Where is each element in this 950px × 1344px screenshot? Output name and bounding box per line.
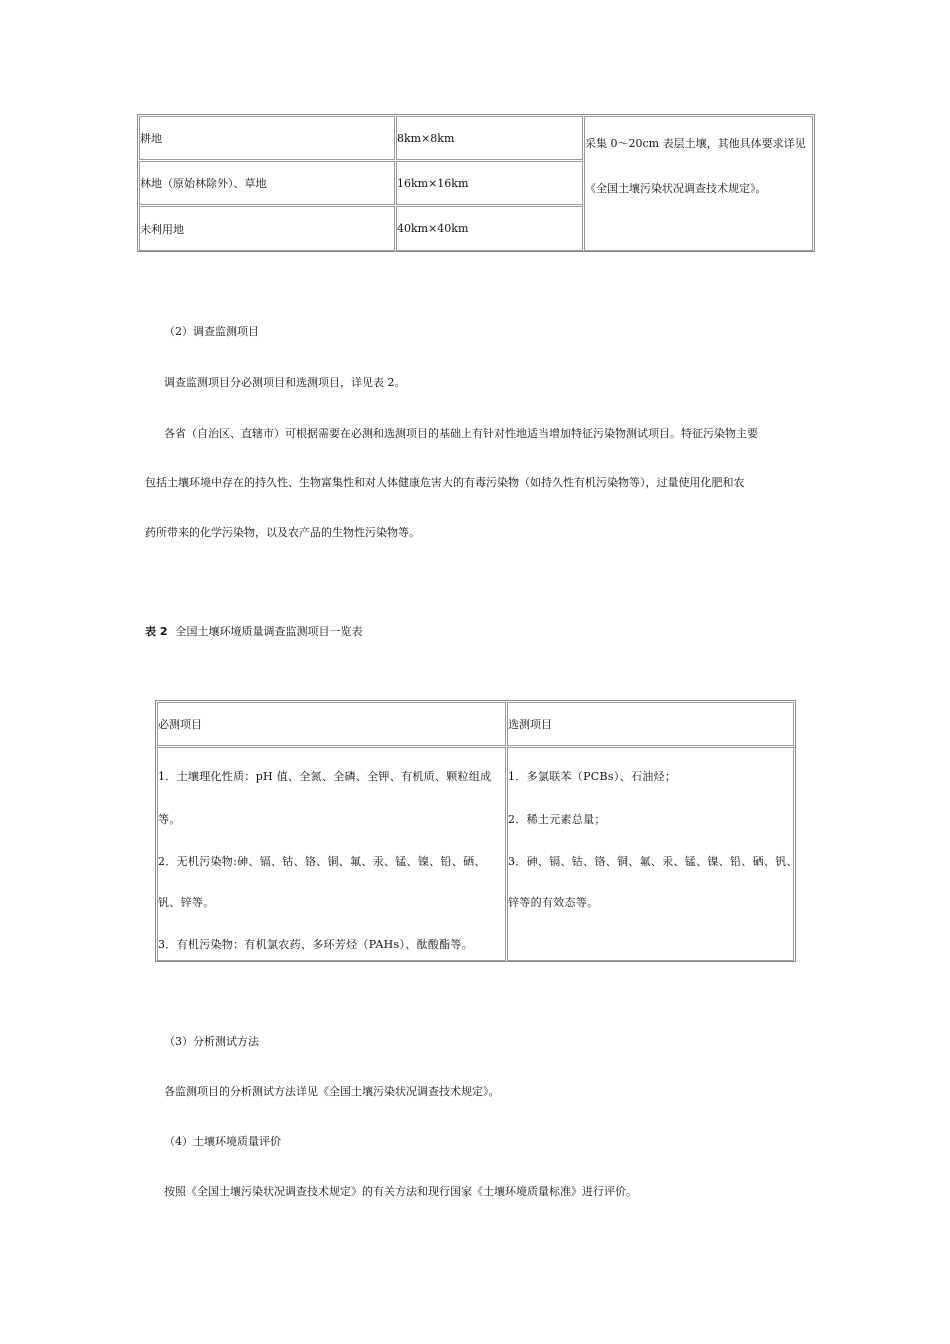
- section-heading: （2）调查监测项目: [164, 325, 259, 338]
- land-use-label: 耕地: [140, 132, 162, 145]
- required-items-cell: [157, 747, 506, 961]
- grid-size-value: 16km×16km: [397, 176, 469, 190]
- sampling-note-line: 采集 0～20cm 表层土壤，其他具体要求详见: [585, 137, 806, 150]
- land-use-label: 未利用地: [140, 222, 184, 236]
- sampling-grid-table: [137, 114, 815, 252]
- table-cell-grid-size: [396, 161, 583, 205]
- table-cell-grid-size: [396, 116, 583, 160]
- table-number: 表 2: [145, 625, 168, 638]
- grid-size-value: 40km×40km: [397, 222, 469, 235]
- header-label: 选测项目: [508, 718, 552, 731]
- paragraph-line: 各省（自治区、直辖市）可根据需要在必测和选测项目的基础上有针对性地适当增加特征污染物测试项目。特征污染物主要: [164, 427, 758, 440]
- land-use-label: 林地（原始林除外）、草地: [140, 177, 267, 190]
- paragraph-line: 药所带来的化学污染物，以及农产品的生物性污染物等。: [145, 526, 420, 539]
- table-title: 全国土壤环境质量调查监测项目一览表: [175, 625, 363, 638]
- header-label: 必测项目: [158, 718, 202, 731]
- optional-item-line: 3．砷、镉、钴、铬、铜、氟、汞、锰、镍、铅、硒、钒、: [508, 855, 798, 868]
- table-cell-land-use: [139, 206, 395, 251]
- table-caption: [145, 623, 362, 639]
- grid-size-value: 8km×8km: [397, 131, 455, 145]
- column-header-optional: [507, 702, 794, 746]
- paragraph: 各监测项目的分析测试方法详见《全国土壤污染状况调查技术规定》。: [164, 1085, 500, 1098]
- section-heading: （3）分析测试方法: [164, 1035, 259, 1048]
- monitoring-items-table: [155, 700, 796, 962]
- optional-items-cell: [507, 747, 798, 961]
- required-item-line: 3．有机污染物：有机氯农药、多环芳烃（PAHs）、酞酸酯等。: [158, 938, 474, 951]
- table-cell-land-use: [139, 161, 395, 205]
- column-header-required: [157, 702, 506, 746]
- section-heading: （4）土壤环境质量评价: [164, 1135, 281, 1148]
- optional-item-line: 2．稀土元素总量；: [508, 813, 606, 826]
- optional-item-line: 1．多氯联苯（PCBs）、石油烃；: [508, 770, 677, 783]
- table-cell-sampling-note: [584, 116, 813, 251]
- paragraph: 调查监测项目分必测项目和选测项目，详见表 2。: [164, 376, 406, 389]
- optional-item-line: 锌等的有效态等。: [508, 896, 599, 909]
- required-item-line: 等。: [158, 813, 181, 826]
- table-cell-land-use: [139, 116, 395, 160]
- required-item-line: 1．土壤理化性质：pH 值、全氮、全磷、全钾、有机质、颗粒组成: [158, 770, 492, 783]
- required-item-line: 钒、锌等。: [158, 896, 215, 909]
- required-item-line: 2．无机污染物:砷、镉、钴、铬、铜、氟、汞、锰、镍、铅、硒、: [158, 855, 486, 868]
- paragraph-line: 包括土壤环境中存在的持久性、生物富集性和对人体健康危害大的有毒污染物（如持久性有机污染物等），过量使用化肥和农: [145, 476, 745, 489]
- table-cell-grid-size: [396, 206, 583, 251]
- sampling-note-line: 《全国土壤污染状况调查技术规定》。: [585, 182, 767, 195]
- paragraph: 按照《全国土壤污染状况调查技术规定》的有关方法和现行国家《土壤环境质量标准》进行评价。: [164, 1185, 637, 1198]
